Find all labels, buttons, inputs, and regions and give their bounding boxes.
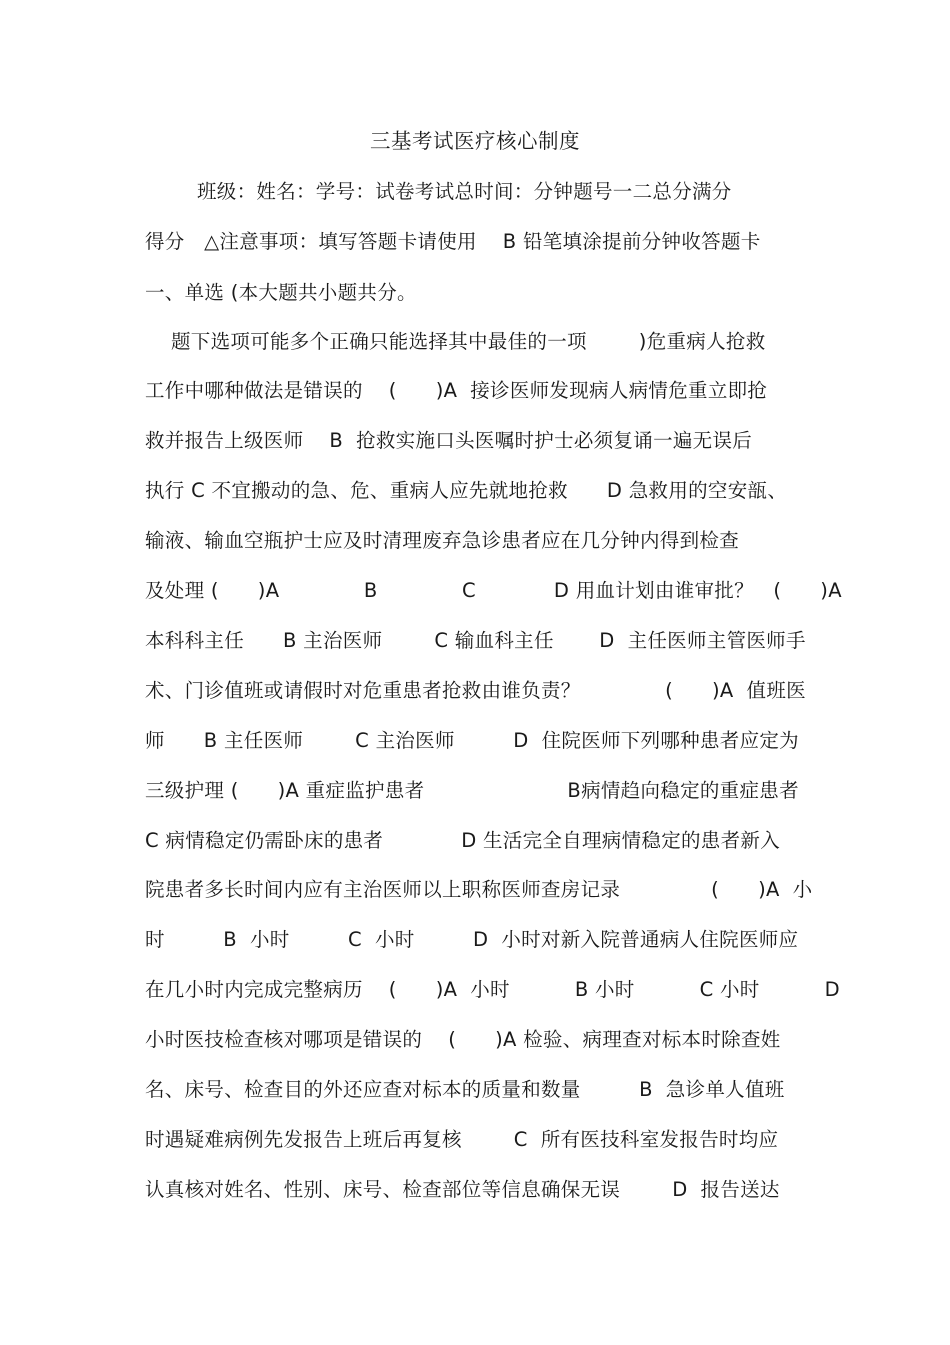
text-line: 得分 △注意事项：填写答题卡请使用 B 铅笔填涂提前分钟收答题卡	[145, 230, 761, 253]
document-title: 三基考试医疗核心制度	[370, 129, 580, 153]
text-line: 在几小时内完成完整病历 ( )A 小时 B 小时 C 小时 D	[145, 978, 840, 1001]
text-line: 及处理 ( )A B C D 用血计划由谁审批？ ( )A	[145, 579, 842, 602]
text-line: 小时医技检查核对哪项是错误的 ( )A 检验、病理查对标本时除查姓	[145, 1028, 781, 1051]
text-line: 院患者多长时间内应有主治医师以上职称医师查房记录 ( )A 小	[145, 878, 813, 901]
text-line: 输液、输血空瓶护士应及时清理废弃急诊患者应在几分钟内得到检查	[145, 529, 740, 552]
text-line: 三级护理 ( )A 重症监护患者 B病情趋向稳定的重症患者	[145, 779, 799, 802]
text-line: 题下选项可能多个正确只能选择其中最佳的一项 )危重病人抢救	[145, 330, 766, 353]
text-line: 师 B 主任医师 C 主治医师 D 住院医师下列哪种患者应定为	[145, 729, 799, 752]
text-line: 时 B 小时 C 小时 D 小时对新入院普通病人住院医师应	[145, 928, 799, 951]
text-line: 救并报告上级医师 B 抢救实施口头医嘱时护士必须复诵一遍无误后	[145, 429, 753, 452]
text-line: 工作中哪种做法是错误的 ( )A 接诊医师发现病人病情危重立即抢	[145, 379, 768, 402]
text-line: 本科科主任 B 主治医师 C 输血科主任 D 主任医师主管医师手	[145, 629, 806, 652]
text-line: 一、单选 (本大题共小题共分。	[145, 281, 417, 304]
text-line: 名、床号、检查目的外还应查对标本的质量和数量 B 急诊单人值班	[145, 1078, 785, 1101]
text-line: 执行 C 不宜搬动的急、危、重病人应先就地抢救 D 急救用的空安瓿、	[145, 479, 788, 502]
text-line: 术、门诊值班或请假时对危重患者抢救由谁负责？ ( )A 值班医	[145, 679, 806, 702]
text-line: 认真核对姓名、性别、床号、检查部位等信息确保无误 D 报告送达	[145, 1178, 780, 1201]
text-line: C 病情稳定仍需卧床的患者 D 生活完全自理病情稳定的患者新入	[145, 829, 781, 852]
text-line: 班级：姓名：学号：试卷考试总时间：分钟题号一二总分满分	[145, 180, 732, 203]
text-line: 时遇疑难病例先发报告上班后再复核 C 所有医技科室发报告时均应	[145, 1128, 779, 1151]
